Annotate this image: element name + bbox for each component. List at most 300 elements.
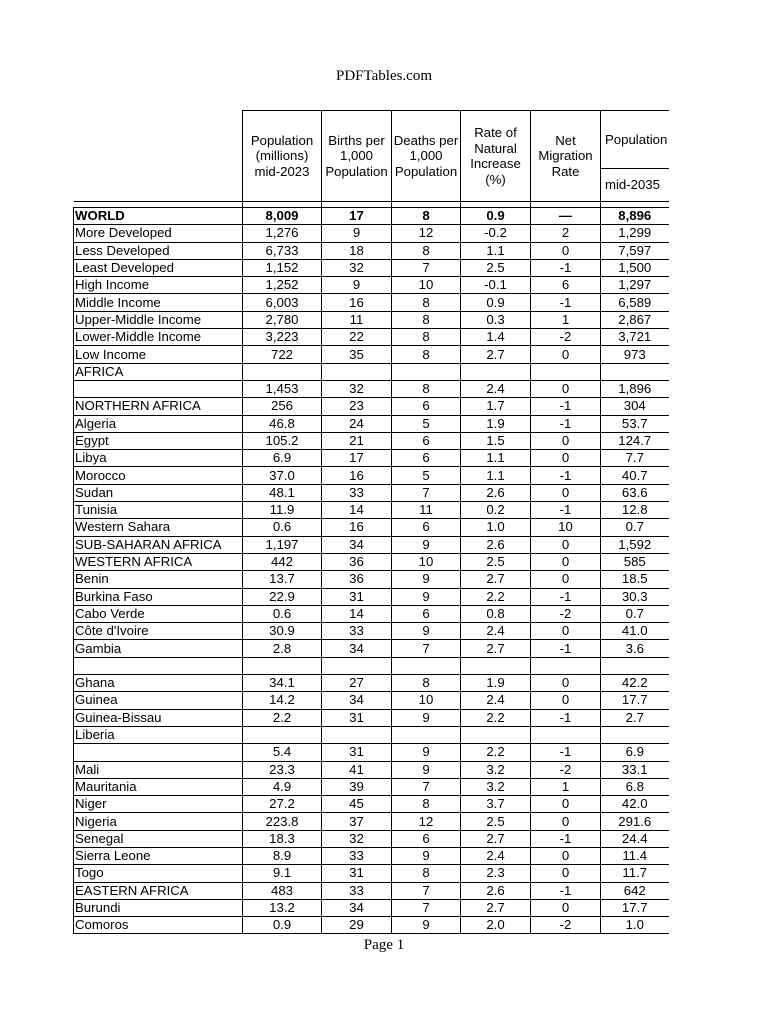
table-cell: 2.7 <box>461 640 531 657</box>
table-cell: 33.1 <box>601 761 669 778</box>
table-cell: 2.4 <box>461 847 531 864</box>
table-cell <box>461 363 531 380</box>
table-cell: 6 <box>392 432 461 449</box>
table-cell: 23 <box>322 398 392 415</box>
table-cell: 46.8 <box>243 415 322 432</box>
table-cell: 0.9 <box>461 294 531 311</box>
table-cell: 13.2 <box>243 899 322 916</box>
table-cell: 1 <box>531 311 601 328</box>
table-row <box>74 571 669 588</box>
table-cell: 0 <box>531 623 601 640</box>
row-label: Niger <box>74 796 243 813</box>
table-cell: 33 <box>322 484 392 501</box>
table-cell: 1,152 <box>243 259 322 276</box>
table-cell: 34 <box>322 692 392 709</box>
table-row <box>74 329 669 346</box>
table-cell: 53.7 <box>601 415 669 432</box>
row-label: Upper-Middle Income <box>74 311 243 328</box>
table-cell: 35 <box>322 346 392 363</box>
table-cell: 585 <box>601 553 669 570</box>
table-cell: 0.6 <box>243 519 322 536</box>
table-cell: 10 <box>392 553 461 570</box>
table-cell: -0.1 <box>461 277 531 294</box>
table-row <box>74 882 669 899</box>
table-cell: 3.7 <box>461 796 531 813</box>
table-row <box>74 415 669 432</box>
table-cell: 37 <box>322 813 392 830</box>
row-label: Côte d'Ivoire <box>74 623 243 640</box>
table-row <box>74 450 669 467</box>
table-cell: 2.2 <box>243 709 322 726</box>
table-cell: 22 <box>322 329 392 346</box>
table-cell <box>531 726 601 743</box>
table-cell: 6,733 <box>243 242 322 259</box>
table-row <box>74 640 669 657</box>
table-cell: 0.8 <box>461 605 531 622</box>
table-cell: 8 <box>392 346 461 363</box>
table-cell: 642 <box>601 882 669 899</box>
table-cell: 2.2 <box>461 588 531 605</box>
table-cell: 21 <box>322 432 392 449</box>
table-cell: 7,597 <box>601 242 669 259</box>
table-cell: 0 <box>531 571 601 588</box>
table-cell: 7 <box>392 640 461 657</box>
table-cell: 30.3 <box>601 588 669 605</box>
row-label: Western Sahara <box>74 519 243 536</box>
table-cell: 40.7 <box>601 467 669 484</box>
table-cell: 0 <box>531 847 601 864</box>
table-cell: 16 <box>322 467 392 484</box>
table-cell: 16 <box>322 519 392 536</box>
table-cell: 13.7 <box>243 571 322 588</box>
table-cell: 1.1 <box>461 467 531 484</box>
table-cell: 2,780 <box>243 311 322 328</box>
table-cell: 3.2 <box>461 761 531 778</box>
table-row <box>74 899 669 916</box>
table-cell: 6.9 <box>601 744 669 761</box>
table-cell: 6.9 <box>243 450 322 467</box>
table-cell: -2 <box>531 605 601 622</box>
table-cell: 14.2 <box>243 692 322 709</box>
table-cell: 32 <box>322 259 392 276</box>
table-cell: 27 <box>322 675 392 692</box>
table-cell: 0.7 <box>601 519 669 536</box>
table-cell: 0.2 <box>461 502 531 519</box>
table-cell: 9 <box>322 225 392 242</box>
table-cell: 0.9 <box>243 917 322 934</box>
table-cell: 7 <box>392 259 461 276</box>
table-cell: -1 <box>531 398 601 415</box>
table-cell: 9.1 <box>243 865 322 882</box>
table-cell: 34.1 <box>243 675 322 692</box>
table-cell: 1.7 <box>461 398 531 415</box>
table-cell: 8 <box>392 865 461 882</box>
table-cell: 1,453 <box>243 380 322 397</box>
table-cell: -2 <box>531 329 601 346</box>
row-label: Mali <box>74 761 243 778</box>
row-label: SUB-SAHARAN AFRICA <box>74 536 243 553</box>
table-cell: 105.2 <box>243 432 322 449</box>
table-row <box>74 467 669 484</box>
table-cell: -1 <box>531 415 601 432</box>
table-cell: 9 <box>392 588 461 605</box>
table-cell: 6 <box>392 605 461 622</box>
table-cell: 304 <box>601 398 669 415</box>
table-cell: 2.4 <box>461 380 531 397</box>
table-cell <box>392 726 461 743</box>
table-cell: 2.5 <box>461 259 531 276</box>
table-cell: 12 <box>392 813 461 830</box>
table-cell: 7 <box>392 778 461 795</box>
table-cell: 33 <box>322 623 392 640</box>
site-title: PDFTables.com <box>335 68 433 84</box>
population-table <box>73 110 669 934</box>
table-cell: 0 <box>531 432 601 449</box>
table-cell: 34 <box>322 640 392 657</box>
row-label: Nigeria <box>74 813 243 830</box>
table-cell: 24.4 <box>601 830 669 847</box>
table-cell: 1,252 <box>243 277 322 294</box>
table-cell: 2.5 <box>461 553 531 570</box>
row-label: Libya <box>74 450 243 467</box>
table-cell: 3.6 <box>601 640 669 657</box>
table-cell: 6,589 <box>601 294 669 311</box>
table-cell: 8,896 <box>601 208 669 225</box>
table-row <box>74 242 669 259</box>
table-cell: 27.2 <box>243 796 322 813</box>
table-cell: 5.4 <box>243 744 322 761</box>
table-cell: 223.8 <box>243 813 322 830</box>
header-projection: Population <box>601 111 669 169</box>
table-cell: 6 <box>531 277 601 294</box>
table-cell: 33 <box>322 847 392 864</box>
row-label: Middle Income <box>74 294 243 311</box>
header-deaths: Deaths per 1,000 Population <box>392 111 461 202</box>
table-cell <box>461 657 531 674</box>
table-cell: 31 <box>322 588 392 605</box>
table-cell: 45 <box>322 796 392 813</box>
table-cell: 1,299 <box>601 225 669 242</box>
row-label: NORTHERN AFRICA <box>74 398 243 415</box>
table-cell: 11.9 <box>243 502 322 519</box>
table-cell: 36 <box>322 553 392 570</box>
table-cell: 34 <box>322 536 392 553</box>
table-cell <box>243 726 322 743</box>
table-cell: 39 <box>322 778 392 795</box>
table-cell: 3,223 <box>243 329 322 346</box>
table-cell: 256 <box>243 398 322 415</box>
table-cell <box>243 657 322 674</box>
table-cell: 42.2 <box>601 675 669 692</box>
table-cell: 11.4 <box>601 847 669 864</box>
table-cell: 7.7 <box>601 450 669 467</box>
row-label: High Income <box>74 277 243 294</box>
row-label: Morocco <box>74 467 243 484</box>
table-row <box>74 605 669 622</box>
table-cell <box>392 657 461 674</box>
table-row <box>74 623 669 640</box>
table-cell: 3.2 <box>461 778 531 795</box>
table-cell: 0 <box>531 380 601 397</box>
table-cell: 9 <box>392 709 461 726</box>
table-cell: 291.6 <box>601 813 669 830</box>
table-row <box>74 796 669 813</box>
table-cell: 11 <box>392 502 461 519</box>
table-cell: 18 <box>322 242 392 259</box>
table-row <box>74 398 669 415</box>
table-cell: 1,297 <box>601 277 669 294</box>
table-cell: 34 <box>322 899 392 916</box>
page-number: Page 1 <box>363 937 405 953</box>
table-row <box>74 865 669 882</box>
table-cell: 4.9 <box>243 778 322 795</box>
table-row <box>74 813 669 830</box>
table-row <box>74 484 669 501</box>
table-cell: 1 <box>531 778 601 795</box>
table-cell: 11.7 <box>601 865 669 882</box>
table-cell: 17 <box>322 208 392 225</box>
table-row <box>74 311 669 328</box>
row-label: Sierra Leone <box>74 847 243 864</box>
table-cell: 9 <box>392 847 461 864</box>
row-label: Togo <box>74 865 243 882</box>
table-cell: 0 <box>531 484 601 501</box>
table-cell: 18.3 <box>243 830 322 847</box>
table-row <box>74 259 669 276</box>
table-cell: 2.0 <box>461 917 531 934</box>
row-label: Comoros <box>74 917 243 934</box>
table-cell: 7 <box>392 899 461 916</box>
table-cell <box>322 726 392 743</box>
table-cell: 2,867 <box>601 311 669 328</box>
table-row <box>74 363 669 380</box>
table-cell: 2.7 <box>461 830 531 847</box>
table-cell: 9 <box>392 536 461 553</box>
row-label <box>74 657 243 674</box>
table-cell: 23.3 <box>243 761 322 778</box>
table-cell: -1 <box>531 744 601 761</box>
table-row <box>74 380 669 397</box>
table-row <box>74 675 669 692</box>
table-cell <box>531 363 601 380</box>
table-cell: 1,896 <box>601 380 669 397</box>
table-cell <box>322 657 392 674</box>
table-cell: 0.3 <box>461 311 531 328</box>
row-label: Cabo Verde <box>74 605 243 622</box>
table-cell: 18.5 <box>601 571 669 588</box>
table-cell: -1 <box>531 467 601 484</box>
table-cell: 5 <box>392 467 461 484</box>
row-label: Benin <box>74 571 243 588</box>
table-cell: -2 <box>531 761 601 778</box>
table-cell: -1 <box>531 259 601 276</box>
table-row <box>74 225 669 242</box>
table-cell: 36 <box>322 571 392 588</box>
row-label: Senegal <box>74 830 243 847</box>
table-cell: 1.9 <box>461 675 531 692</box>
table-cell: -1 <box>531 882 601 899</box>
header-natural-increase: Rate of Natural Increase (%) <box>461 111 531 202</box>
row-label <box>74 380 243 397</box>
table-cell: 9 <box>392 623 461 640</box>
table-cell: 2 <box>531 225 601 242</box>
table-cell: -0.2 <box>461 225 531 242</box>
table-cell: -1 <box>531 830 601 847</box>
table-cell: 12 <box>392 225 461 242</box>
table-cell: 14 <box>322 502 392 519</box>
table-cell: -1 <box>531 502 601 519</box>
row-label: Least Developed <box>74 259 243 276</box>
table-cell: -1 <box>531 640 601 657</box>
table-cell: 0 <box>531 865 601 882</box>
table-cell <box>461 726 531 743</box>
table-cell: 0.9 <box>461 208 531 225</box>
table-cell <box>601 657 669 674</box>
table-cell: 2.8 <box>243 640 322 657</box>
table-cell: 0.6 <box>243 605 322 622</box>
table-row <box>74 432 669 449</box>
table-cell: 9 <box>392 571 461 588</box>
table-cell: 8,009 <box>243 208 322 225</box>
row-label: Less Developed <box>74 242 243 259</box>
table-cell: 1.1 <box>461 450 531 467</box>
row-label: Sudan <box>74 484 243 501</box>
row-label: EASTERN AFRICA <box>74 882 243 899</box>
table-cell: 1.5 <box>461 432 531 449</box>
row-label: Low Income <box>74 346 243 363</box>
table-cell: 29 <box>322 917 392 934</box>
table-cell: 8 <box>392 208 461 225</box>
row-label: Algeria <box>74 415 243 432</box>
table-cell <box>322 363 392 380</box>
row-label <box>74 744 243 761</box>
table-cell: 33 <box>322 882 392 899</box>
table-cell: -1 <box>531 588 601 605</box>
table-cell: 12.8 <box>601 502 669 519</box>
table-cell: 63.6 <box>601 484 669 501</box>
table-cell: 483 <box>243 882 322 899</box>
table-row <box>74 744 669 761</box>
table-cell <box>392 363 461 380</box>
table-cell: 30.9 <box>243 623 322 640</box>
table-cell: 2.2 <box>461 744 531 761</box>
table-cell: 1.0 <box>601 917 669 934</box>
table-cell: 31 <box>322 709 392 726</box>
row-label: WESTERN AFRICA <box>74 553 243 570</box>
table-cell: -1 <box>531 709 601 726</box>
table-cell: 5 <box>392 415 461 432</box>
table-cell <box>531 657 601 674</box>
table-cell: 10 <box>392 277 461 294</box>
table-cell: 1,276 <box>243 225 322 242</box>
table-cell: 1.1 <box>461 242 531 259</box>
table-cell: 3,721 <box>601 329 669 346</box>
table-cell: 2.7 <box>461 571 531 588</box>
table-cell: 42.0 <box>601 796 669 813</box>
table-row <box>74 761 669 778</box>
table-cell: 17.7 <box>601 899 669 916</box>
table-cell: 6 <box>392 830 461 847</box>
table-row <box>74 917 669 934</box>
row-label: Guinea-Bissau <box>74 709 243 726</box>
table-cell: 32 <box>322 380 392 397</box>
header-blank <box>74 111 243 202</box>
table-cell: 22.9 <box>243 588 322 605</box>
table-row <box>74 519 669 536</box>
table-row <box>74 208 669 225</box>
table-cell: 41 <box>322 761 392 778</box>
table-cell: 9 <box>392 744 461 761</box>
header-projection-year: mid-2035 <box>601 169 669 202</box>
table-cell: 1.0 <box>461 519 531 536</box>
table-cell: 17.7 <box>601 692 669 709</box>
table-cell: 1.4 <box>461 329 531 346</box>
row-label: Mauritania <box>74 778 243 795</box>
table-cell: 31 <box>322 744 392 761</box>
table-cell: 37.0 <box>243 467 322 484</box>
table-cell: 2.5 <box>461 813 531 830</box>
table-cell: 2.6 <box>461 882 531 899</box>
table-cell: -2 <box>531 917 601 934</box>
table-cell: 0 <box>531 536 601 553</box>
table-cell: 1.9 <box>461 415 531 432</box>
table-cell: 6 <box>392 519 461 536</box>
table-cell: 124.7 <box>601 432 669 449</box>
table-cell: 1,500 <box>601 259 669 276</box>
table-cell: 2.2 <box>461 709 531 726</box>
table-cell: 8 <box>392 242 461 259</box>
table-cell: 8.9 <box>243 847 322 864</box>
table-row <box>74 726 669 743</box>
table-cell: 14 <box>322 605 392 622</box>
table-cell: -1 <box>531 294 601 311</box>
table-cell: 24 <box>322 415 392 432</box>
table-cell: 8 <box>392 294 461 311</box>
table-row <box>74 830 669 847</box>
table-cell: 7 <box>392 882 461 899</box>
table-cell: 973 <box>601 346 669 363</box>
table-cell: 41.0 <box>601 623 669 640</box>
table-cell: 7 <box>392 484 461 501</box>
row-label: Ghana <box>74 675 243 692</box>
table-body <box>74 208 669 934</box>
table-cell: 0 <box>531 346 601 363</box>
row-label: Lower-Middle Income <box>74 329 243 346</box>
row-label: AFRICA <box>74 363 243 380</box>
table-cell: 9 <box>392 761 461 778</box>
header-net-migration: Net Migration Rate <box>531 111 601 202</box>
table-cell: 2.6 <box>461 536 531 553</box>
table-cell: 11 <box>322 311 392 328</box>
table-cell: 9 <box>392 917 461 934</box>
table-cell: 10 <box>531 519 601 536</box>
table-cell: 0 <box>531 675 601 692</box>
table-row <box>74 847 669 864</box>
table-row <box>74 346 669 363</box>
table-cell: 6,003 <box>243 294 322 311</box>
table-cell: 16 <box>322 294 392 311</box>
table-cell: 31 <box>322 865 392 882</box>
table-cell: 0 <box>531 692 601 709</box>
table-cell: 0 <box>531 450 601 467</box>
table-cell: 8 <box>392 311 461 328</box>
table-cell: 0 <box>531 796 601 813</box>
table-cell: 8 <box>392 796 461 813</box>
table-cell: 2.4 <box>461 692 531 709</box>
row-label: More Developed <box>74 225 243 242</box>
table-cell: 442 <box>243 553 322 570</box>
table-cell: 32 <box>322 830 392 847</box>
